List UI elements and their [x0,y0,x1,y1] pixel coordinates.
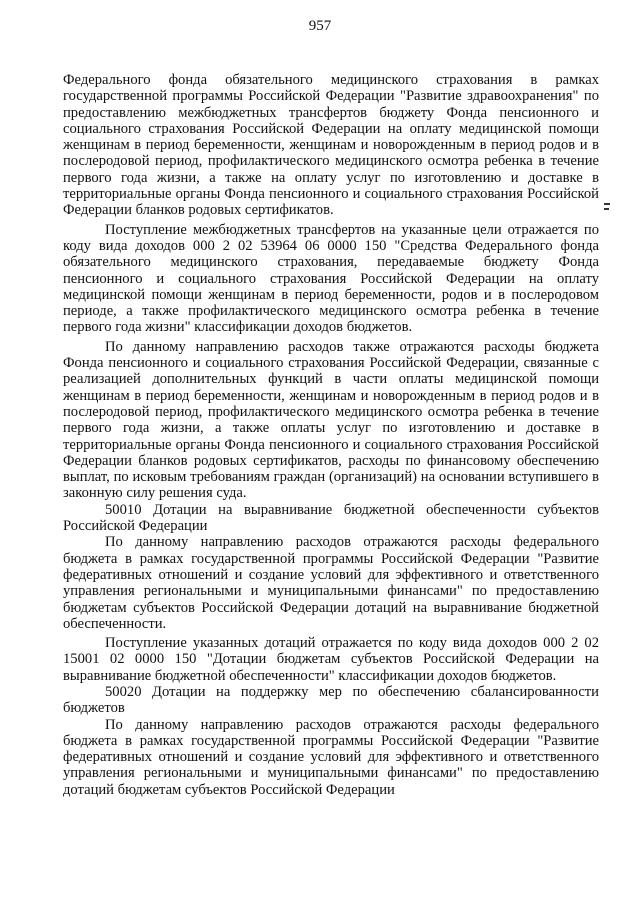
paragraph-3: По данному направлению расходов также отражаются расходы бюджета Фонда пенсионного и социального страхования Российской Федерации, связанные с реализацией дополнительных функций в части оплаты медицинской помощи женщинам в период беременности, женщинам и новорожденным в период родов и в послеродовой период, профилактического медицинского осмотра ребенка в течение первого года жизни, а также оплаты услуг по изготовлению и доставке в территориальные органы Фонда пенсионного и социального страхования Российской Федерации бланков родовых сертификатов, расходы по финансовому обеспечению выплат, по исковым требованиям граждан (организаций) на основании вступившего в законную силу решения суда. [63,338,599,502]
section-heading-50010: 50010 Дотации на выравнивание бюджетной обеспеченности субъектов Российской Федерации [63,501,599,535]
scan-mark [604,203,610,205]
page-number: 957 [308,18,332,34]
paragraph-1: Федерального фонда обязательного медицинского страхования в рамках государственной программы Российской Федерации "Развитие здравоохранения" по предоставлению межбюджетных трансфертов бюджету Фонда пенсионного и социального страхования Российской Федерации на оплату медицинской помощи женщинам в период беременности, женщинам и новорожденным в период родов и в послеродовой период, профилактического медицинского осмотра ребенка в течение первого года жизни, а также на оплату услуг по изготовлению и доставке в территориальные органы Фонда пенсионного и социального страхования Российской Федерации бланков родовых сертификатов. [63,72,599,219]
scan-mark [604,208,609,210]
section-heading-50020: 50020 Дотации на поддержку мер по обеспечению сбалансированности бюджетов [63,683,599,717]
paragraph-6: По данному направлению расходов отражаются расходы федерального бюджета в рамках государственной программы Российской Федерации "Развитие федеративных отношений и создание условий для эффективного и ответственного управления региональными и муниципальными финансами" по предоставлению дотаций бюджетам субъектов Российской Федерации [63,716,599,798]
page-body [63,72,599,798]
paragraph-4: По данному направлению расходов отражаются расходы федерального бюджета в рамках государственной программы Российской Федерации "Развитие федеративных отношений и создание условий для эффективного и ответственного управления региональными и муниципальными финансами" по предоставлению бюджетам субъектов Российской Федерации дотаций на выравнивание бюджетной обеспеченности. [63,534,599,632]
paragraph-5: Поступление указанных дотаций отражается по коду вида доходов 000 2 02 15001 02 0000 150 "Дотации бюджетам субъектов Российской Федерации на выравнивание бюджетной обеспеченности" классификации доходов бюджетов. [63,635,599,684]
paragraph-2: Поступление межбюджетных трансфертов на указанные цели отражается по коду вида доходов 000 2 02 53964 06 0000 150 "Средства Федерального фонда обязательного медицинского страхования, передаваемые бюджету Фонда пенсионного и социального страхования Российской Федерации на оплату медицинской помощи женщинам в период беременности, родов и в послеродовом периоде, а также профилактического медицинского осмотра ребенка в течение первого года жизни" классификации доходов бюджетов. [63,221,599,336]
